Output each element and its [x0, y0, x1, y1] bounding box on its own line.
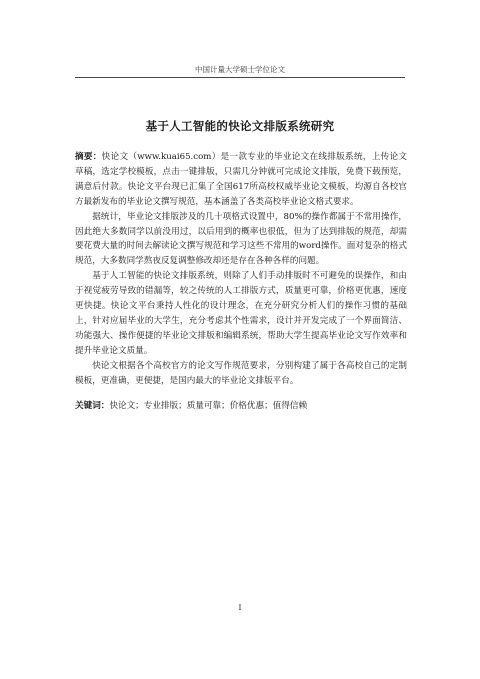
abstract-body: [75, 150, 407, 413]
abstract-label: 摘要：: [75, 152, 102, 162]
abstract-paragraph-2: 据统计，毕业论文排版涉及的几十项格式设置中，80%的操作都属于不常用操作，因此绝大多数同学以前没用过，以后用到的概率也很低，但为了达到排版的规范，却需要花费大量的时间去解读论文撰写规范和学习这些不常用的word操作。面对复杂的格式规范，大多数同学熬夜反复调整修改却还是存在各种各样的问题。: [75, 211, 407, 267]
header-rule: [75, 77, 405, 78]
keywords-line: [75, 399, 407, 414]
page-number: I: [238, 603, 242, 612]
running-header: 中国计量大学硕士学位论文: [195, 65, 285, 74]
paper-title: 基于人工智能的快论文排版系统研究: [145, 119, 335, 133]
abstract-text: 快论文（www.kuai65.com）是一款专业的毕业论文在线排版系统，上传论文草稿，选定学校模板，点击一键排版，只需几分钟就可完成论文排版，免费下载预览，满意后付款。快论文平台现已汇集了全国617所高校权威毕业论文模板，均源自各校官方最新发布的毕业论文撰写规范，基本涵盖了各类高校毕业论文格式要求。: [75, 152, 407, 207]
abstract-paragraph-4: 快论文根据各个高校官方的论文写作规范要求，分别构建了属于各高校自己的定制模板，更准确，更便捷，是国内最大的毕业论文排版平台。: [75, 360, 407, 386]
abstract-paragraph-3: 基于人工智能的快论文排版系统，则除了人们手动排版时不可避免的误操作，和由于视觉疲劳导致的错漏等，较之传统的人工排版方式，质量更可靠，价格更优惠，速度更快捷。快论文平台秉持人性化的设计理念，在充分研究分析人们的操作习惯的基础上，针对应届毕业的大学生，充分考虑其个性需求，设计并开发完成了一个界面简洁、功能强大、操作便捷的毕业论文排版和编辑系统，帮助大学生提高毕业论文写作效率和提升毕业论文质量。: [75, 271, 407, 356]
keywords-text: 快论文；专业排版；质量可靠；价格优惠；值得信赖: [109, 400, 308, 411]
abstract-paragraph-1: [75, 150, 407, 210]
keywords-label: 关键词：: [75, 400, 110, 411]
